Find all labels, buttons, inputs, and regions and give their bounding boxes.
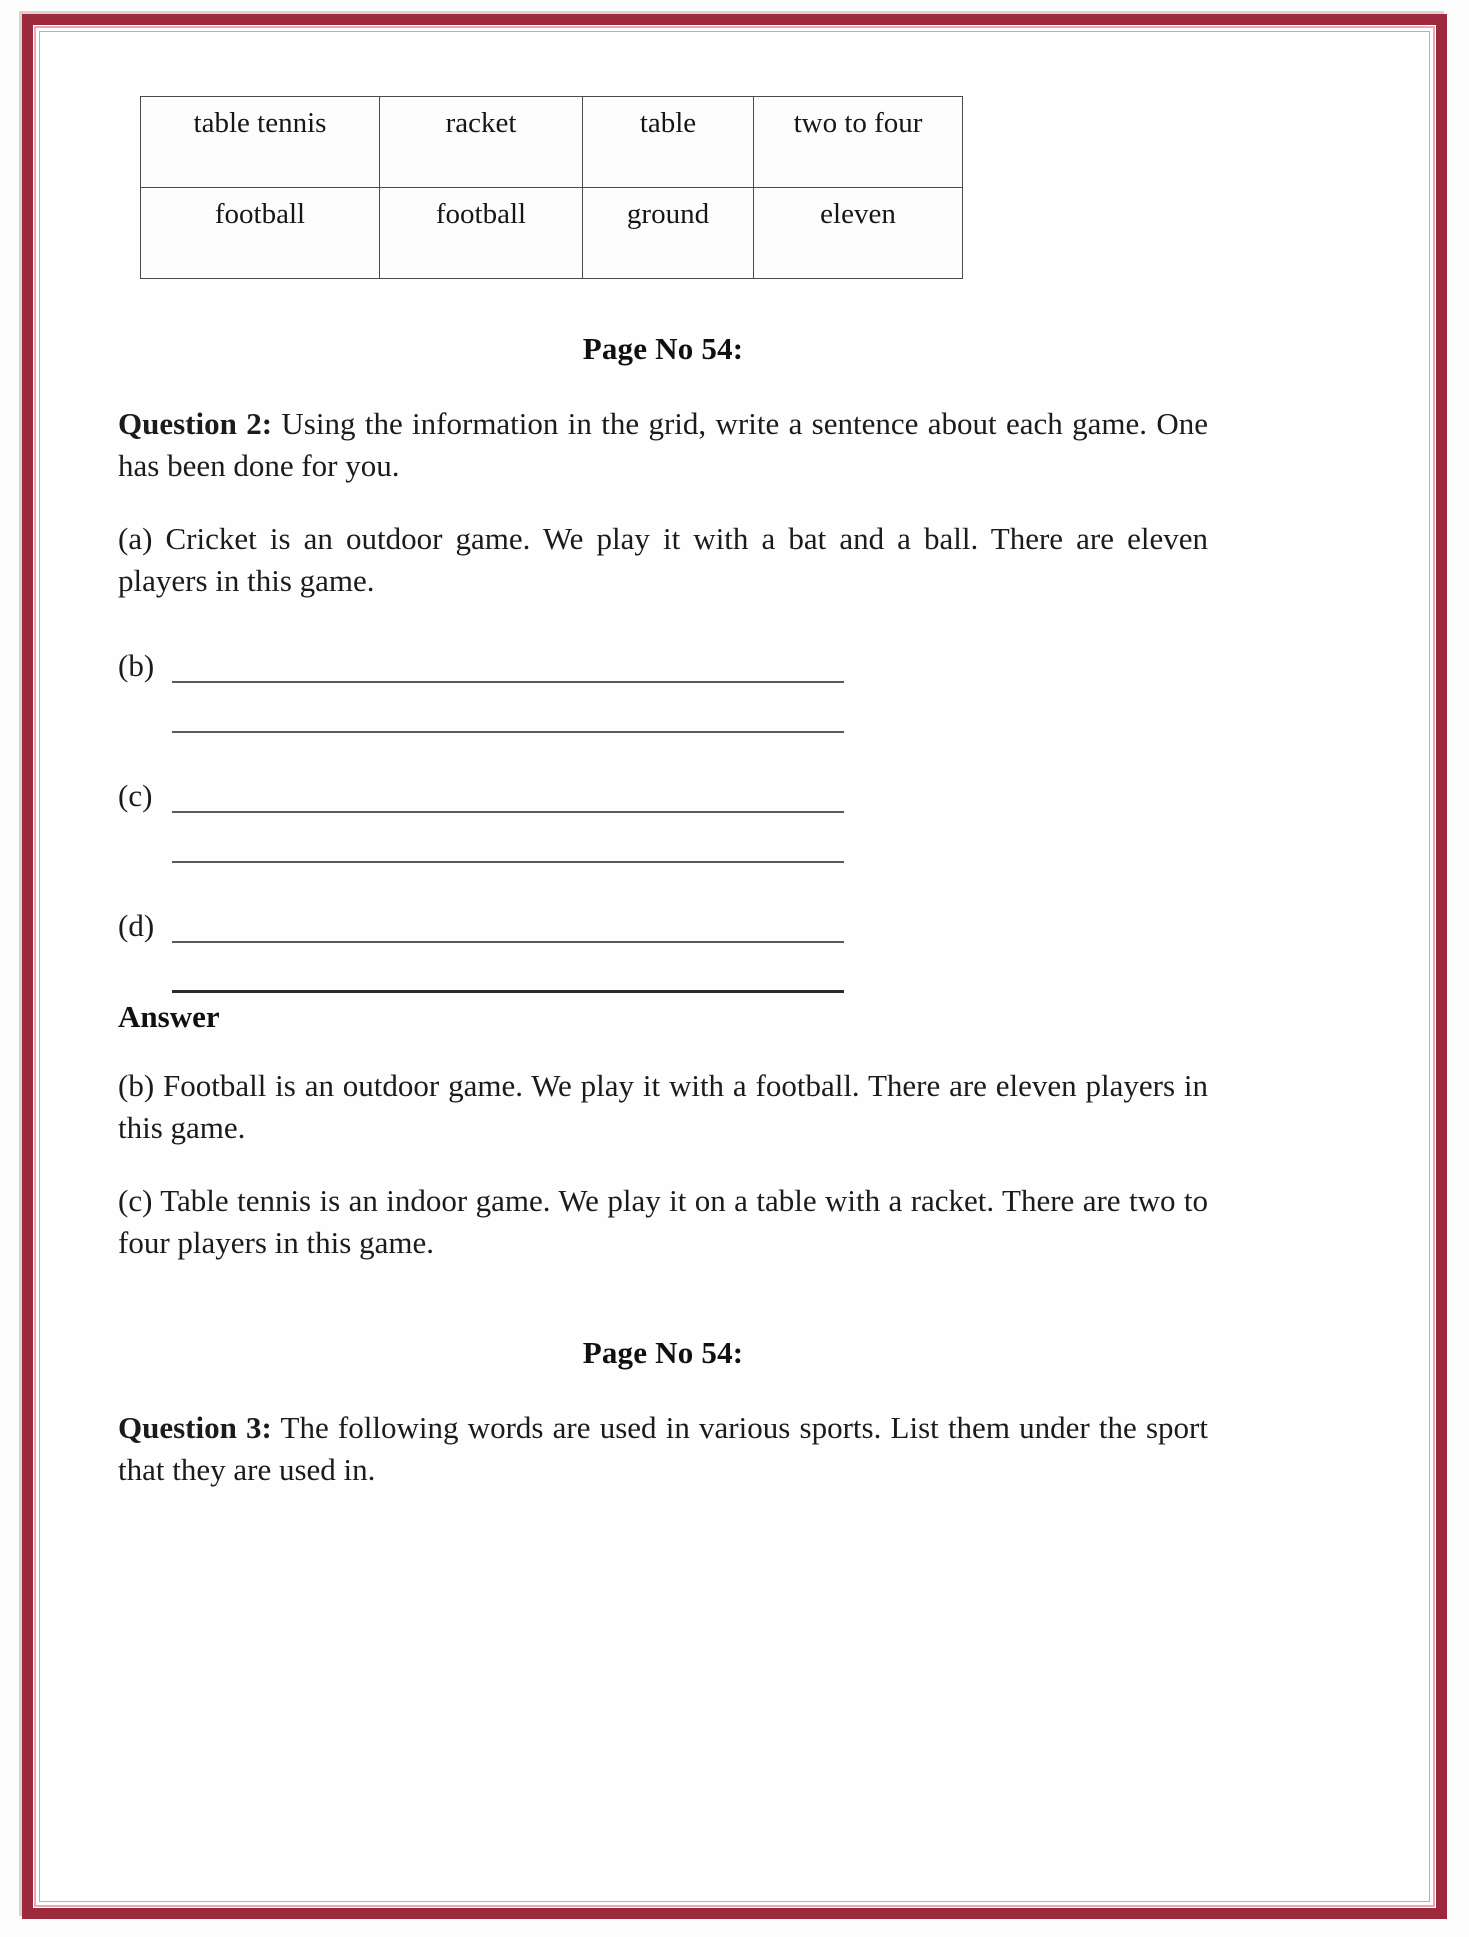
question-2-paragraph — [118, 403, 1208, 488]
answer-heading: Answer — [118, 998, 220, 1034]
blank-answer-b — [118, 637, 1208, 733]
table-cell: ground — [583, 188, 754, 279]
blank-label-c: (c) — [118, 777, 153, 813]
question-3-text: The following words are used in various sports. List them under the sport that they are used in. — [118, 1409, 1208, 1488]
blank-row — [118, 897, 1208, 943]
blank-row — [118, 703, 1208, 733]
table-cell: football — [141, 188, 380, 279]
blank-line-c-2[interactable] — [172, 861, 844, 863]
table-row — [141, 188, 963, 279]
blank-label-b: (b) — [118, 647, 155, 683]
blank-row — [118, 833, 1208, 863]
blank-line-b-1[interactable] — [172, 681, 844, 683]
question-2-text: Using the information in the grid, write a sentence about each game. One has been done for you. — [118, 406, 1208, 484]
blank-answer-c — [118, 767, 1208, 863]
example-answer-a: (a) Cricket is an outdoor game. We play it with a bat and a ball. There are eleven players in this game. — [118, 520, 1208, 599]
blank-row — [118, 963, 1208, 993]
table-row — [141, 97, 963, 188]
word-grid-table — [140, 96, 963, 279]
table-cell: two to four — [754, 97, 963, 188]
blank-line-b-2[interactable] — [172, 731, 844, 733]
table-cell: football — [380, 188, 583, 279]
blank-row — [118, 637, 1208, 683]
blank-answer-d — [118, 897, 1208, 993]
table-cell: table — [583, 97, 754, 188]
blank-line-c-1[interactable] — [172, 811, 844, 813]
page-heading-2: Page No 54: — [582, 1334, 744, 1370]
answer-c-paragraph: (c) Table tennis is an indoor game. We play it on a table with a racket. There are two to four players in this game. — [118, 1182, 1208, 1261]
blank-label-d: (d) — [118, 907, 155, 943]
blank-row — [118, 767, 1208, 813]
blank-line-d-2[interactable] — [172, 990, 844, 993]
table-cell: table tennis — [141, 97, 380, 188]
answer-b-paragraph: (b) Football is an outdoor game. We play it with a football. There are eleven players in this game. — [118, 1067, 1208, 1146]
section-2 — [118, 1335, 1208, 1492]
page-heading-1: Page No 54: — [582, 331, 744, 366]
page-content — [118, 96, 1208, 1492]
blank-line-d-1[interactable] — [172, 941, 844, 943]
question-2-label: Question 2: — [118, 406, 273, 441]
table-cell: racket — [380, 97, 583, 188]
table-cell: eleven — [754, 188, 963, 279]
question-3-label: Question 3: — [118, 1409, 272, 1445]
question-3-paragraph — [118, 1407, 1208, 1492]
